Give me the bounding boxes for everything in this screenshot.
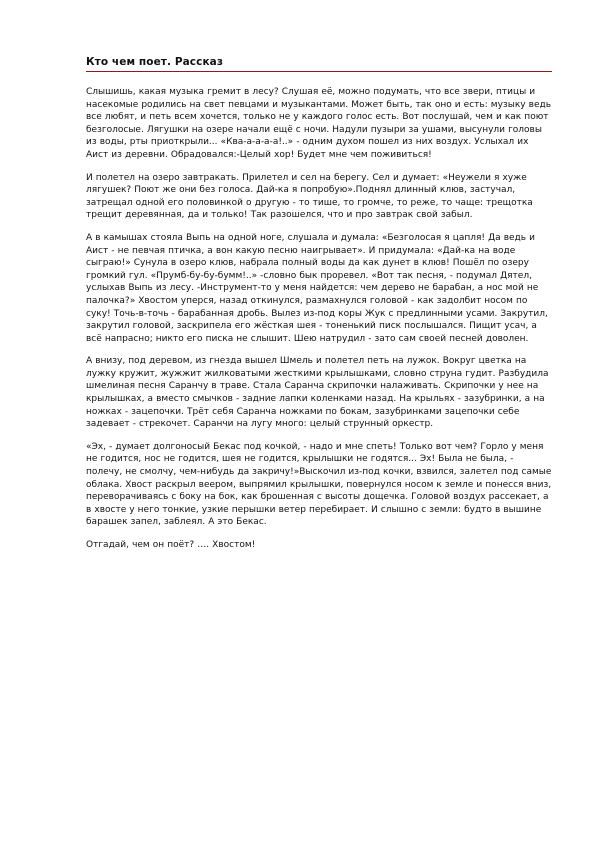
paragraph-6: Отгадай, чем он поёт? …. Хвостом! xyxy=(86,540,256,550)
paragraph-1: Слышишь, какая музыка гремит в лесу? Слушая её, можно подумать, что все звери, птицы и насекомые родились на свет певцами и музыкантами. Может быть, так оно и есть: музыку ведь все любят, и петь всем хочется, только не у каждого голос есть. Вот послушай, чем и как поют безголосые. Лягушки на озере начали ещё с ночи. Надули пузыри за ушами, высунули головы из воды, рты приоткрыли... «Ква-а-а-а-а!..» - одним духом пошел из них воздух. Услыхал их Аист из деревни. Обрадовался:-Целый хор! Будет мне чем поживиться! xyxy=(86,87,552,160)
paragraph-5: «Эх, - думает долгоносый Бекас под кочкой, - надо и мне спеть! Только вот чем? Горло у меня не годится, нос не годится, шея не годится, крылышки не годятся... Эх! Была не была, - полечу, не смолчу, чем-нибудь да закричу!»Выскочил из-под кочки, взвился, залетел под самые облака. Хвост раскрыл веером, выпрямил крылышки, повернулся носом к земле и понесся вниз, переворачиваясь с боку на бок, как брошенная с высоты дощечка. Головой воздух рассекает, а в хвосте у него тонкие, узкие перышки ветер перебирает. И слышно с земли: будто в вышине барашек запел, заблеял. А это Бекас. xyxy=(86,441,552,528)
document-page xyxy=(86,55,552,562)
paragraph-4: А внизу, под деревом, из гнезда вышел Шмель и полетел петь на лужок. Вокруг цветка на лужку кружит, жужжит жилковатыми жесткими крылышками, словно струна гудит. Разбудила шмелиная песня Саранчу в траве. Стала Саранча скрипочки налаживать. Скрипочки у нее на крылышках, а вместо смычков - задние лапки коленками назад. На крыльях - зазубринки, а на ножках - зацепочки. Трёт себя Саранча ножками по бокам, зазубринками зацепочки себе задевает - стрекочет. Саранчи на лугу много: целый струнный оркестр. xyxy=(86,356,549,430)
title-underline xyxy=(86,71,552,72)
paragraph-3: А в камышах стояла Выпь на одной ноге, слушала и думала: «Безголосая я цапля! Да ведь и Аист - не певчая птичка, а вон какую песню наигрывает». И придумала: «Дай-ка на воде сыграю!» Сунула в озеро клюв, набрала полный воды да как дунет в клюв! Пошёл по озеру громкий гул. «Прумб-бу-бу-бумм!..» -словно бык проревел. «Вот так песня, - подумал Дятел, услыхав Выпь из лесу. -Инструмент-то у меня найдется: чем дерево не барабан, а нос мой не палочка?» Хвостом уперся, назад откинулся, размахнулся головой - как задолбит носом по суку! Точь-в-точь - барабанная дробь. Вылез из-под коры Жук с предлинными усами. Закрутил, закрутил головой, заскрипела его жёсткая шея - тоненький писк послышался. Пищит усач, а всё напрасно; никто его писка не слышит. Шею натрудил - зато сам своей песней доволен. xyxy=(86,232,548,344)
document-title: Кто чем поет. Рассказ xyxy=(86,56,224,68)
paragraph-2: И полетел на озеро завтракать. Прилетел и сел на берегу. Сел и думает: «Неужели я хуже лягушек? Поют же они без голоса. Дай-ка я попробую».Поднял длинный клюв, застучал, затрещал одной его половинкой о другую - то тише, то громче, то реже, то чаще: трещотка трещит деревянная, да и только! Так разошелся, что и про завтрак свой забыл. xyxy=(86,172,533,221)
